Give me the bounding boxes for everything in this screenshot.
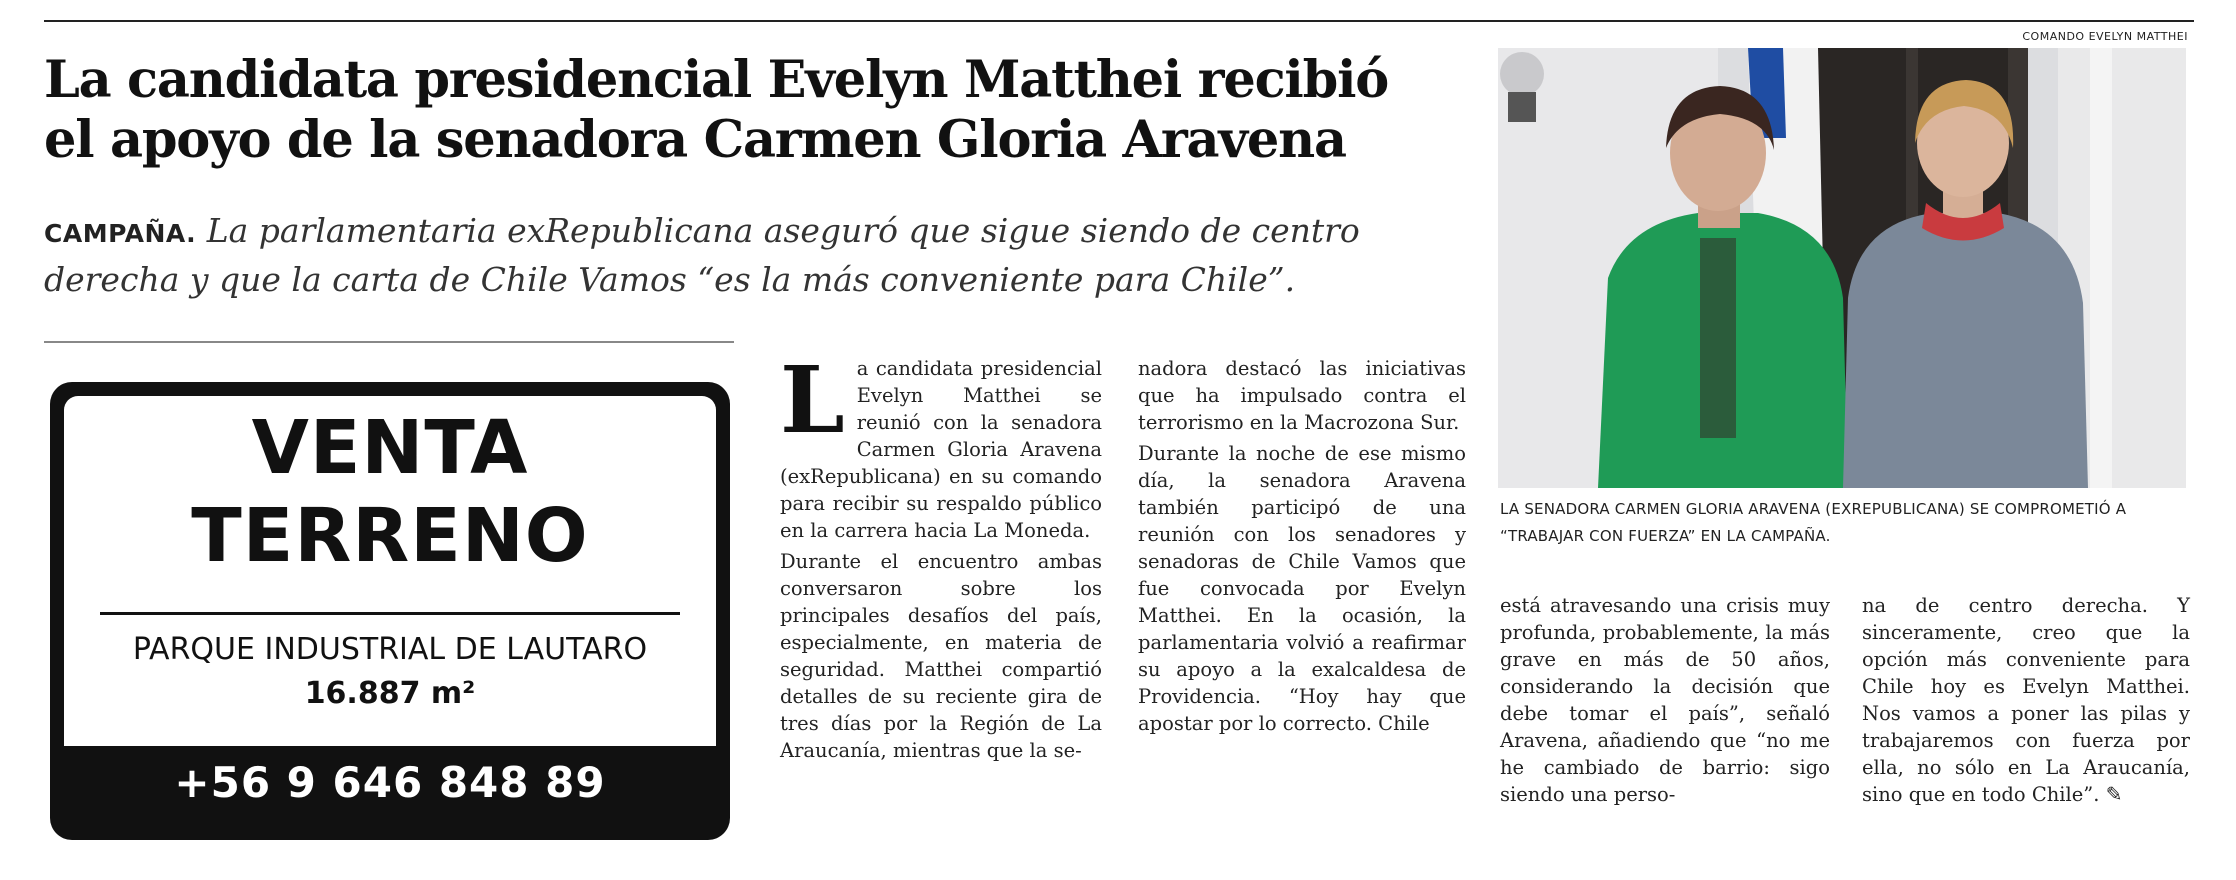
body-paragraph <box>780 346 1102 544</box>
section-divider <box>44 341 734 343</box>
deck-text: La parlamentaria exRepublicana aseguró que sigue siendo de centro derecha y que la carta de Chile Vamos “es la más conveniente para Chile”. <box>44 211 1360 299</box>
body-text: na de centro derecha. Y sinceramente, creo que la opción más conveniente para Chile hoy es Evelyn Matthei. Nos vamos a poner las pilas y trabajaremos con fuerza por ella, no sólo en La Araucanía, sino que en todo Chile”. <box>1862 594 2190 806</box>
headline-line-1: La candidata presidencial Evelyn Matthei recibió <box>44 50 1389 110</box>
body-column-1 <box>780 346 1102 764</box>
body-text: a candidata presidencial Evelyn Matthei se reunió con la senadora Carmen Gloria Aravena (exRepublicana) en su comando para recibir su respaldo público en la carrera hacia La Moneda. <box>780 357 1102 542</box>
top-rule <box>44 20 2194 22</box>
body-paragraph: Durante el encuentro ambas conversaron sobre los principales desafíos del país, especialmente, en materia de seguridad. Matthei compartió detalles de su reciente gira de tres días por la Región de La Araucanía, mientras que la se- <box>780 550 1102 762</box>
drop-cap: L <box>780 346 845 454</box>
deck <box>44 208 1464 303</box>
ad-phone: +56 9 646 848 89 <box>174 758 606 807</box>
body-column-4 <box>1862 592 2190 808</box>
body-column-3 <box>1500 592 1830 808</box>
ad-location: PARQUE INDUSTRIAL DE LAUTARO <box>132 632 648 667</box>
photo-credit: COMANDO EVELYN MATTHEI <box>2022 30 2188 43</box>
article-photo <box>1498 48 2186 488</box>
ad-title-line-1: VENTA <box>251 405 529 491</box>
ad-title-line-2: TERRENO <box>191 493 589 579</box>
body-paragraph: está atravesando una crisis muy profunda, probablemente, la más grave en más de 50 años, considerando la decisión que debe tomar el país”, señaló Aravena, añadiendo que “no me he cambiado de barrio: sigo siendo una perso- <box>1500 594 1830 806</box>
body-paragraph: Durante la noche de ese mismo día, la senadora Aravena también participó de una reunión con los senadores y senadoras de Chile Vamos que fue convocada por Evelyn Matthei. En la ocasión, la parlamentaria volvió a reafirmar su apoyo a la exalcaldesa de Providencia. “Hoy hay que apostar por lo correcto. Chile <box>1138 442 1466 735</box>
ad-title <box>64 404 716 580</box>
headline-line-2: el apoyo de la senadora Carmen Gloria Aravena <box>44 110 1346 170</box>
body-paragraph <box>1862 592 2190 808</box>
photo-illustration <box>1498 48 2186 488</box>
body-column-2 <box>1138 355 1466 737</box>
body-paragraph: nadora destacó las iniciativas que ha impulsado contra el terrorismo en la Macrozona Sur. <box>1138 357 1466 434</box>
headline <box>44 50 1424 170</box>
ad-area: 16.887 m² <box>304 676 476 711</box>
deck-kicker: CAMPAÑA. <box>44 219 197 248</box>
end-mark-icon: ✎ <box>2105 782 2123 806</box>
photo-caption: LA SENADORA CARMEN GLORIA ARAVENA (EXREPUBLICANA) SE COMPROMETIÓ A “TRABAJAR CON FUERZA” EN LA CAMPAÑA. <box>1500 500 2127 545</box>
ad-divider <box>100 612 680 615</box>
